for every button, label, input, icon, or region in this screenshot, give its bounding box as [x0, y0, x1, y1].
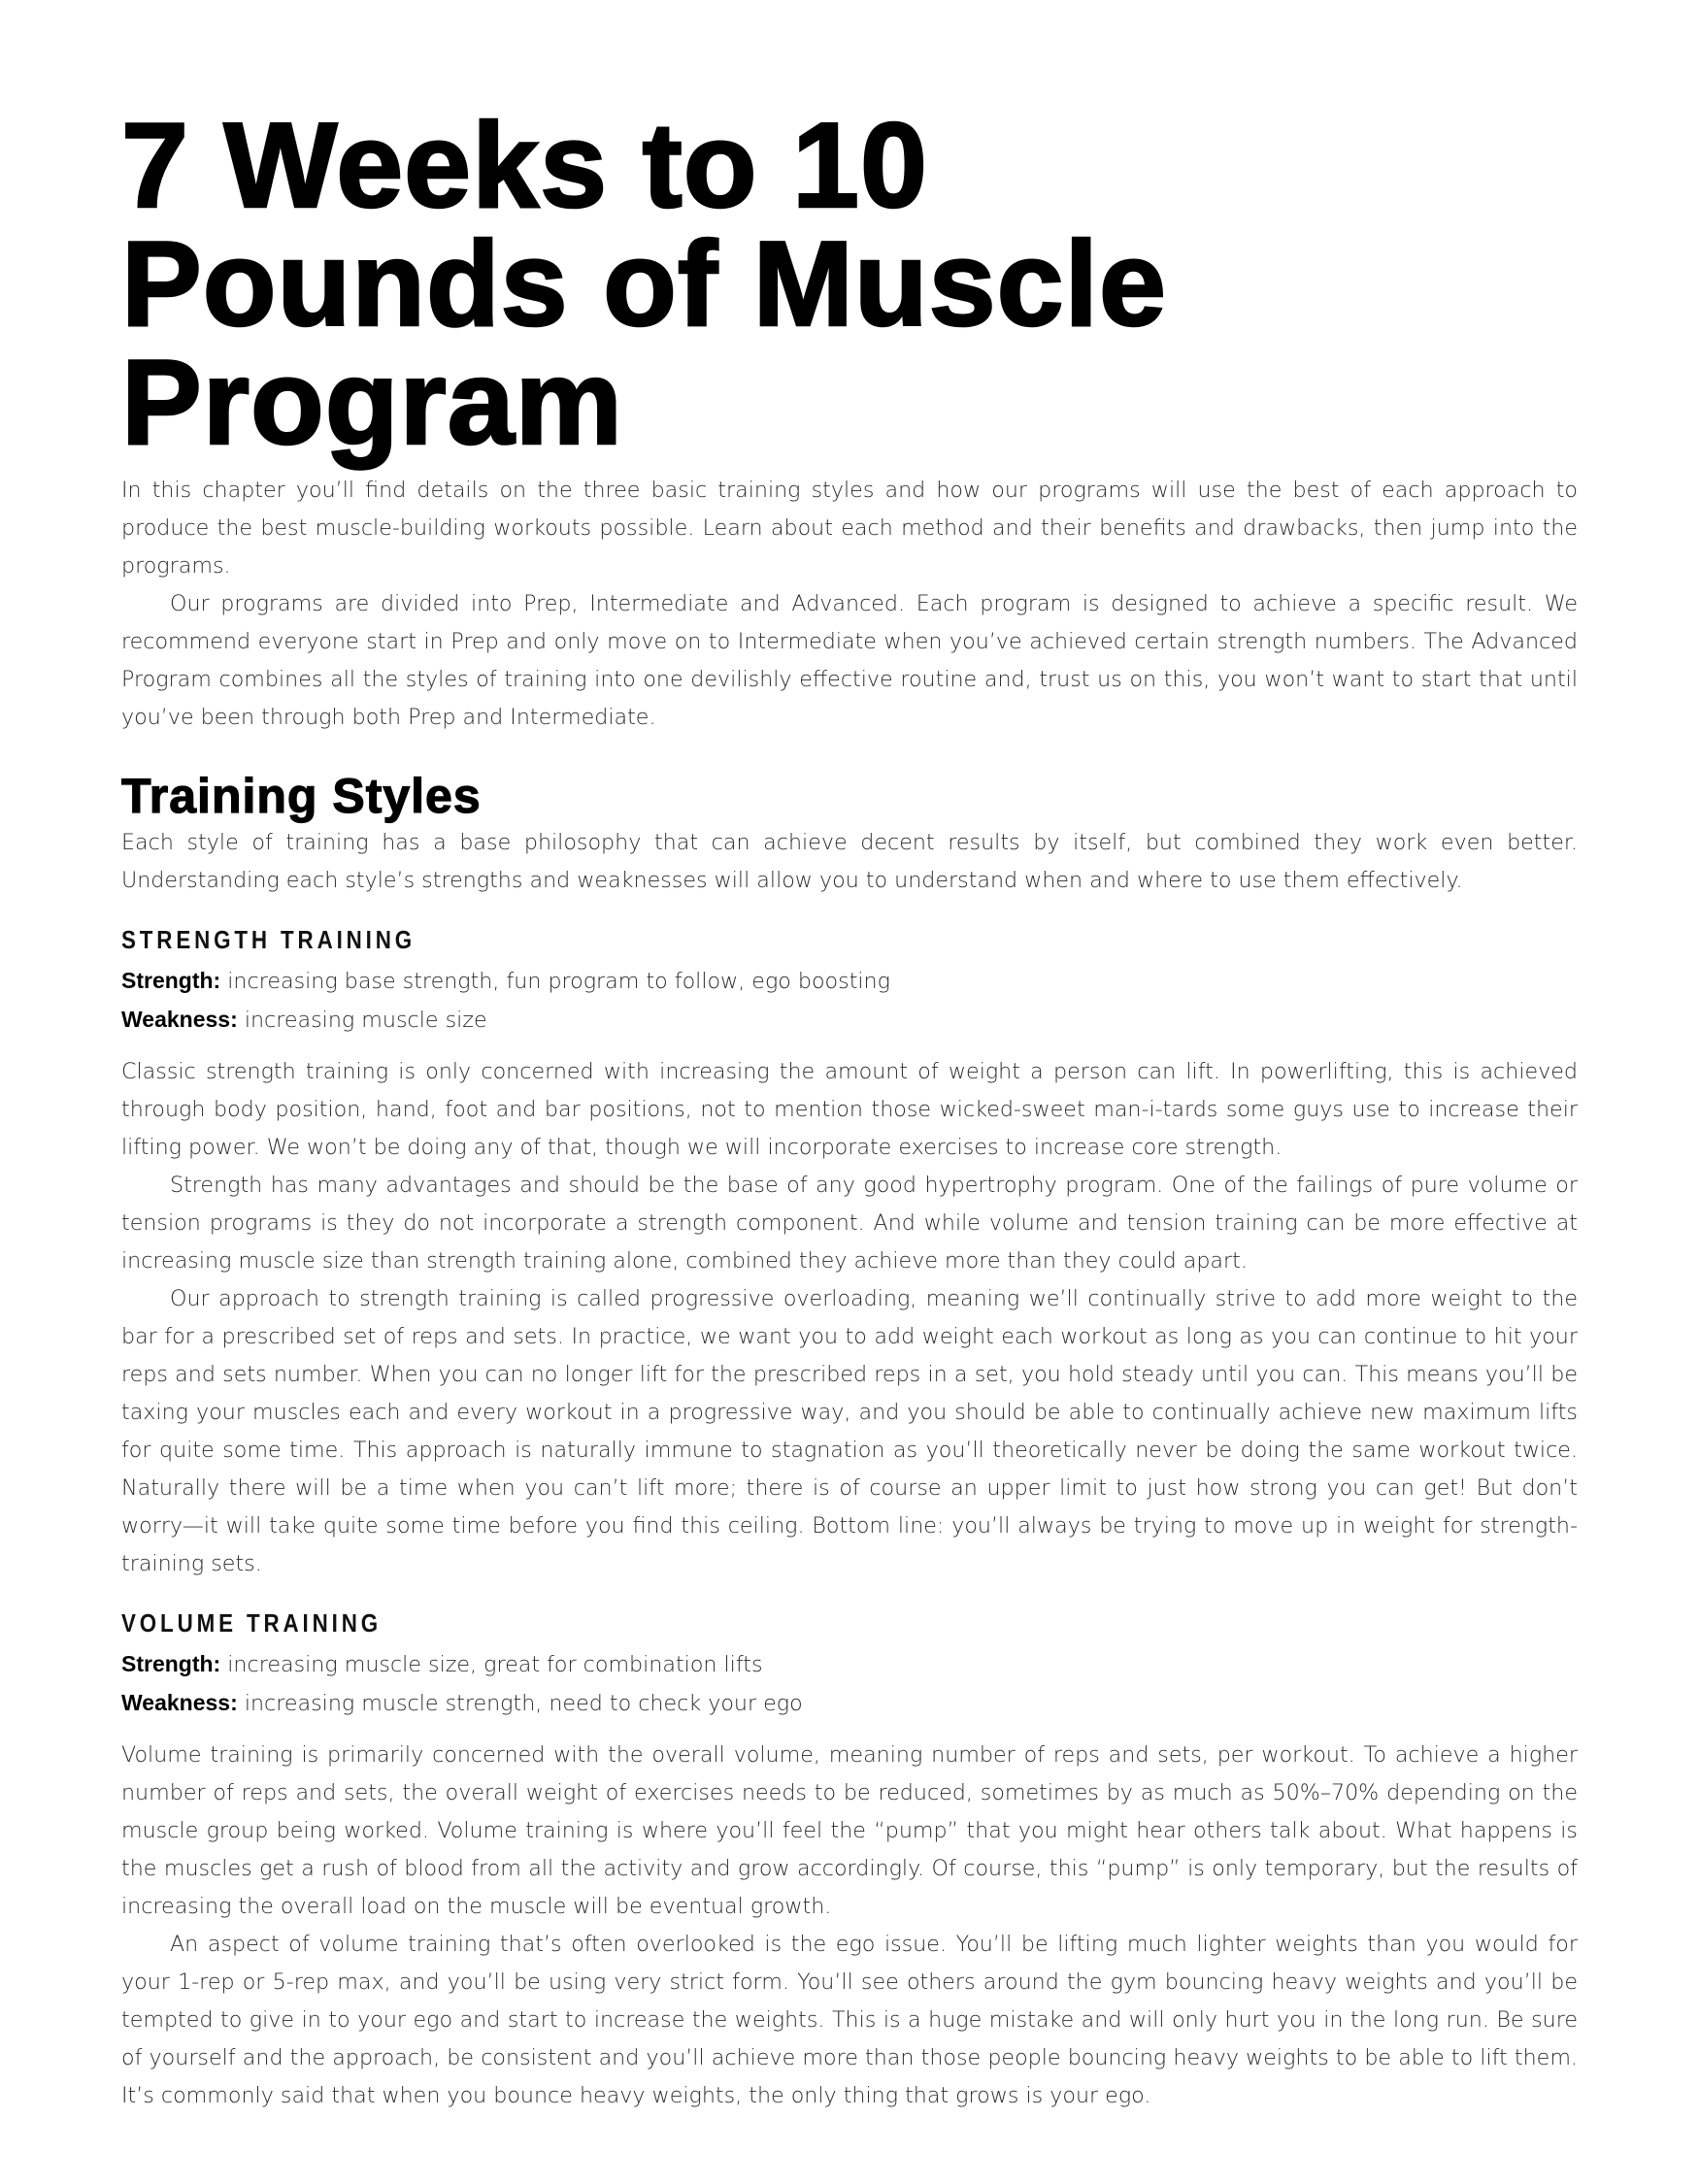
training-styles-heading: Training Styles — [121, 769, 482, 823]
title-line-3: Program — [121, 336, 623, 470]
weakness-label: Weakness: — [121, 1007, 238, 1032]
strength-training-paragraph-3: Our approach to strength training is called progressive overloading, meaning we’ll continually strive to add more weight to the bar for a prescribed set of reps and sets. In practice, we want you to add weight each workout as long as you can continue to hit your reps and sets number. When you can no longer lift for the prescribed reps in a set, you hold steady until you can. This means you’ll be taxing your muscles each and every workout in a progressive way, and you should be able to continually achieve new maximum lifts for quite some time. This approach is naturally immune to stagnation as you’ll theoretically never be doing the same workout twice. Naturally there will be a time when you can’t lift more; there is of course an upper limit to just how strong you can get! But don’t worry—it will take quite some time before you find this ceiling. Bottom line: you’ll always be trying to move up in weight for strength-training sets. — [121, 1286, 1578, 1576]
strength-training-strength — [121, 962, 1578, 1001]
weakness-label: Weakness: — [121, 1690, 238, 1715]
strength-training-paragraph-1: Classic strength training is only concerned with increasing the amount of weight a person can lift. In powerlifting, this is achieved through body position, hand, foot and bar positions, not to mention those wicked-sweet man-i-tards some guys use to increase their lifting power. We won’t be doing any of that, though we will incorporate exercises to increase core strength. — [121, 1059, 1578, 1160]
strength-text: increasing muscle size, great for combination lifts — [220, 1652, 763, 1677]
strength-text: increasing base strength, fun program to follow, ego boosting — [220, 969, 890, 994]
volume-training-paragraph-2: An aspect of volume training that’s often overlooked is the ego issue. You’ll be lifting much lighter weights than you would for your 1-rep or 5-rep max, and you’ll be using very strict form. You’ll see others around the gym bouncing heavy weights and you’ll be tempted to give in to your ego and start to increase the weights. This is a huge mistake and will only hurt you in the long run. Be sure of yourself and the approach, be consistent and you’ll achieve more than those people bouncing heavy weights to be able to lift them. It’s commonly said that when you bounce heavy weights, the only thing that grows is your ego. — [121, 1932, 1578, 2108]
strength-training-paragraph-2: Strength has many advantages and should be the base of any good hypertrophy program. One of the failings of pure volume or tension programs is they do not incorporate a strength component. And while volume and tension training can be more effective at increasing muscle size than strength training alone, combined they achieve more than they could apart. — [121, 1173, 1578, 1274]
strength-label: Strength: — [121, 1651, 221, 1676]
weakness-text: increasing muscle size — [237, 1008, 487, 1033]
title-line-1: 7 Weeks to 10 — [121, 99, 928, 233]
page-title — [121, 99, 1578, 470]
title-line-2: Pounds of Muscle — [121, 217, 1167, 351]
volume-training-strength — [121, 1645, 1578, 1684]
weakness-text: increasing muscle strength, need to check your ego — [237, 1691, 803, 1716]
volume-training-paragraph-1: Volume training is primarily concerned with the overall volume, meaning number of reps and sets, per workout. To achieve a higher number of reps and sets, the overall weight of exercises needs to be reduced, sometimes by as much as 50%–70% depending on the muscle group being worked. Volume training is where you’ll feel the “pump” that you might hear others talk about. What happens is the muscles get a rush of blood from all the activity and grow accordingly. Of course, this “pump” is only temporary, but the results of increasing the overall load on the muscle will be eventual growth. — [121, 1742, 1578, 1919]
volume-training-weakness — [121, 1684, 1578, 1723]
intro-paragraph-2: Our programs are divided into Prep, Intermediate and Advanced. Each program is designed to achieve a specific result. We recommend everyone start in Prep and only move on to Intermediate when you’ve achieved certain strength numbers. The Advanced Program combines all the styles of training into one devilishly effective routine and, trust us on this, you won’t want to start that until you’ve been through both Prep and Intermediate. — [121, 591, 1578, 730]
volume-training-heading: VOLUME TRAINING — [121, 1608, 382, 1638]
strength-label: Strength: — [121, 968, 221, 993]
intro-paragraph-1: In this chapter you’ll find details on the three basic training styles and how our programs will use the best of each approach to produce the best muscle-building workouts possible. Learn about each method and their benefits and drawbacks, then jump into the programs. — [121, 478, 1578, 579]
document-page — [121, 99, 1578, 2115]
strength-training-weakness — [121, 1001, 1578, 1040]
strength-training-heading: STRENGTH TRAINING — [121, 925, 416, 954]
training-styles-intro: Each style of training has a base philosophy that can achieve decent results by itself, but combined they work even better. Understanding each style’s strengths and weaknesses will allow you to understand when and where to use them effectively. — [121, 830, 1578, 893]
